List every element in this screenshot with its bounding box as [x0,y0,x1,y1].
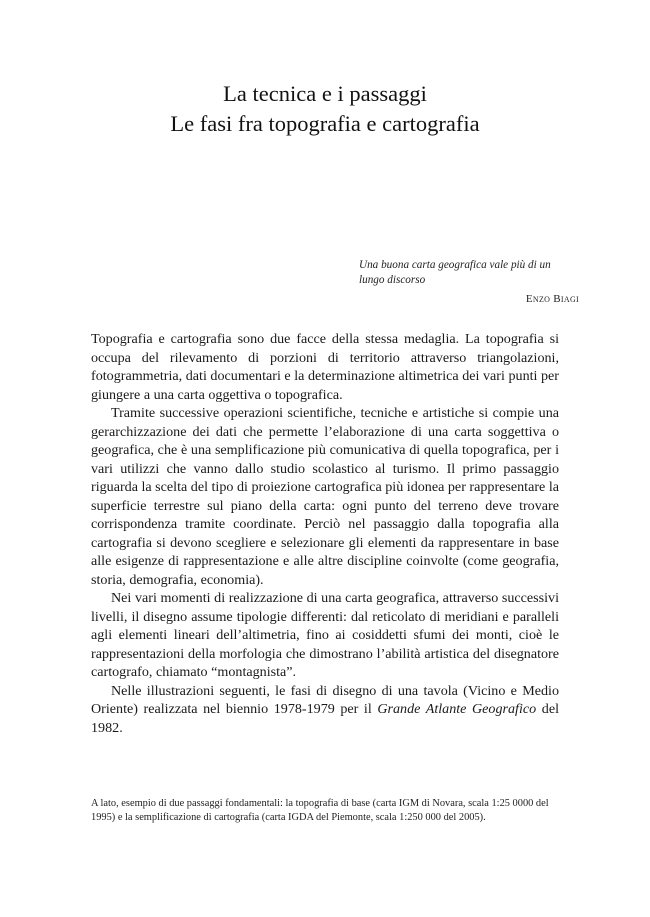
paragraph-1: Topografia e cartografia sono due facce della stessa medaglia. La topografia si occupa del rilevamento di porzioni di territorio attraverso triangolazioni, fotogrammetria, dati documentari e la determinazione altimetrica dei vari punti per giungere a una carta oggettiva o topografica. [91,331,559,403]
paragraph-4-text-start: Nelle illustrazioni seguenti, le fasi di disegno di una tavola (Vicino e Medio Oriente) realizzata nel biennio 1978-1979 per il [91,682,559,717]
body-text [91,330,559,737]
epigraph [359,258,579,307]
epigraph-author: Enzo Biagi [525,293,579,305]
atlas-title: Grande Atlante Geografico [377,701,537,717]
paragraph-4-text-end: del 1982. [91,701,559,736]
epigraph-quote-line-2: lungo discorso [359,274,426,286]
epigraph-quote [359,258,579,288]
epigraph-quote-line-1: Una buona carta geografica vale più di un [359,259,551,271]
figure-caption: A lato, esempio di due passaggi fondamentali: la topografia di base (carta IGM di Novara, scala 1:25 0000 del 1995) e la semplificazione di cartografia (carta IGDA del Piemonte, scala 1:250 000 del 2005). [91,798,549,823]
chapter-title-line-2: Le fasi fra topografia e cartografia [170,111,480,136]
paragraph-3: Nei vari momenti di realizzazione di una carta geografica, attraverso successivi livelli, il disegno assume tipologie differenti: dal reticolato di meridiani e paralleli agli elementi lineari dell’altimetria, fino ai cosiddetti sfumi dei monti, cioè le rappresentazioni della morfologia che dimostrano l’abilità artistica del disegnatore cartografo, chiamato “montagnista”. [91,590,559,680]
chapter-title [0,79,650,139]
paragraph-4 [91,682,559,738]
paragraph-2: Tramite successive operazioni scientifiche, tecniche e artistiche si compie una gerarchizzazione dei dati che permette l’elaborazione di una carta soggettiva o geografica, che è una semplificazione più comunicativa di quella topografica, per i vari utilizzi che vanno dallo studio scolastico al turismo. Il primo passaggio riguarda la scelta del tipo di proiezione cartografica più idonea per rappresentare la superficie terrestre sul piano della carta: ogni punto del terreno deve trovare corrispondenza tramite coordinate. Perciò nel passaggio dalla topografia alla cartografia si devono scegliere e selezionare gli elementi da rappresentare in base alle esigenze di rappresentazione e alle altre discipline coinvolte (come geografia, storia, demografia, economia). [91,405,559,588]
chapter-title-line-1: La tecnica e i passaggi [223,81,427,106]
